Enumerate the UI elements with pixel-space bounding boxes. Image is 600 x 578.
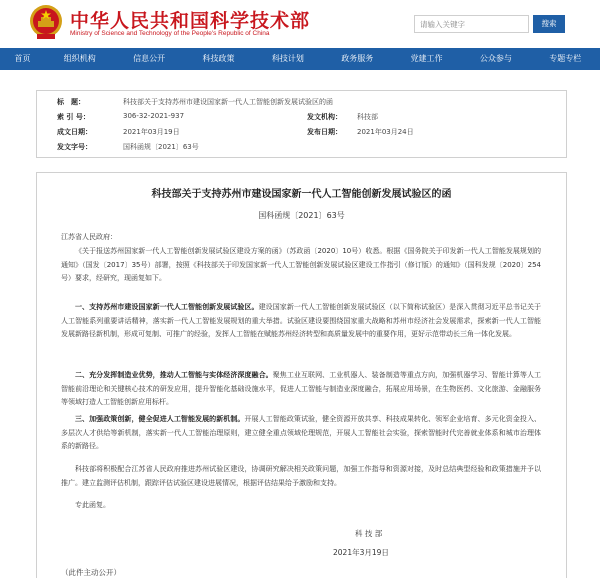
nav-item-home[interactable]: 首页: [14, 54, 31, 63]
search-button[interactable]: 搜索: [533, 15, 565, 33]
paragraph-3: [61, 413, 541, 454]
paragraph-3-body: 开展人工智能政策试验，健全资源开放共享、科技成果转化、领军企业培育、多元化资金投入、多层次人才供给等新机制，落实新一代人工智能治理原则，建立健全重点领域伦理规范，开展人工智能社会实验，探索智能时代完善就业体系和城市治理体系的新路径。: [61, 415, 542, 451]
site-subtitle: Ministry of Science and Technology of the People's Republic of China: [70, 30, 270, 37]
main-nav: [0, 48, 600, 70]
meta-row-docno: [37, 142, 566, 154]
signature: 科 技 部: [355, 529, 383, 538]
meta-label-issuer: 发文机构：: [307, 113, 342, 121]
meta-label-title: 标 题：: [57, 98, 85, 106]
nav-item-public[interactable]: 公众参与: [479, 54, 512, 63]
meta-label-published: 发布日期：: [307, 128, 342, 136]
paragraph-2: [61, 369, 541, 410]
paragraph-2-body: 聚焦工业互联网、工业机器人、装备制造等重点方向，加强机器学习、智能计算等人工智能前沿理论和关键核心技术的研发应用，提升智能化基础设施水平，促进人工智能与制造业深度融合，拓展应用场景，在生物医药、文化旅游、金融服务等领域打造人工智能创新应用标杆。: [61, 371, 542, 407]
disclosure-note: （此件主动公开）: [61, 568, 121, 577]
national-emblem-icon[interactable]: [29, 4, 63, 40]
paragraph-1: [61, 301, 541, 342]
paragraph-4: 科技部将积极配合江苏省人民政府推进苏州试验区建设，协调研究解决相关政策问题，加强工作指导和资源对接，及时总结典型经验和政策措施并予以推广。建立监测评估机制，跟踪评估试验区建设进展情况，根据评估结果给予激励和支持。: [61, 465, 541, 487]
document-number: 国科函规〔2021〕63号: [258, 211, 345, 220]
meta-value-docno: 国科函规〔2021〕63号: [123, 143, 199, 151]
meta-label-index: 索 引 号：: [57, 113, 90, 121]
meta-value-published: 2021年03月24日: [357, 128, 414, 136]
paragraph-intro: 《关于报送苏州国家新一代人工智能创新发展试验区建设方案的函》（苏政函〔2020〕10号）收悉。根据《国务院关于印发新一代人工智能发展规划的通知》（国发〔2017〕35号）部署，按照《科技部关于印发国家新一代人工智能创新发展试验区建设工作指引（修订版）的通知》（国科发规〔2020〕254号）要求，经研究，现函复如下。: [61, 247, 541, 283]
paragraph-1-body: 建设国家新一代人工智能创新发展试验区（以下简称试验区）是深入贯彻习近平总书记关于人工智能系列重要讲话精神，落实新一代人工智能发展规划的重大举措。试验区建设要围绕国家重大战略和苏州市经济社会发展需求，探索新一代人工智能发展新路径新机制，形成可复制、可推广的经验，发挥人工智能在赋能苏州经济转型和高质量发展中的重要作用，更好示范带动长三角一体化发展。: [61, 303, 542, 339]
nav-item-organization[interactable]: 组织机构: [63, 54, 96, 63]
meta-row-index: [37, 112, 566, 124]
paragraph-3-heading: 三、加强政策创新，健全促进人工智能发展的新机制。: [75, 415, 245, 423]
paragraph-2-heading: 二、充分发挥制造业优势，推动人工智能与实体经济深度融合。: [75, 371, 273, 379]
site-title[interactable]: 中华人民共和国科学技术部: [70, 10, 311, 32]
closing: 专此函复。: [75, 501, 110, 509]
salutation: 江苏省人民政府：: [61, 233, 117, 241]
nav-item-services[interactable]: 政务服务: [341, 54, 374, 63]
nav-item-programs[interactable]: 科技计划: [271, 54, 304, 63]
meta-value-issuer: 科技部: [357, 113, 378, 121]
nav-item-party[interactable]: 党建工作: [410, 54, 443, 63]
search-input[interactable]: 请输入关键字: [414, 15, 529, 33]
meta-label-docno: 发文字号：: [57, 143, 92, 151]
nav-item-policy[interactable]: 科技政策: [202, 54, 235, 63]
meta-row-title: [37, 97, 566, 109]
meta-row-dates: [37, 127, 566, 139]
paragraph-1-heading: 一、支持苏州市建设国家新一代人工智能创新发展试验区。: [75, 303, 259, 311]
meta-value-title: 科技部关于支持苏州市建设国家新一代人工智能创新发展试验区的函: [123, 98, 333, 106]
signature-date: 2021年3月19日: [333, 548, 389, 557]
site-header: [0, 0, 600, 46]
nav-item-info-disclosure[interactable]: 信息公开: [133, 54, 166, 63]
meta-value-created: 2021年03月19日: [123, 128, 180, 136]
document-title: 科技部关于支持苏州市建设国家新一代人工智能创新发展试验区的函: [151, 189, 452, 200]
document-metadata: [36, 90, 567, 158]
nav-item-topics[interactable]: 专题专栏: [549, 54, 582, 63]
meta-label-created: 成文日期：: [57, 128, 92, 136]
document-body: [36, 172, 567, 578]
meta-value-index: 306-32-2021-937: [123, 112, 185, 120]
